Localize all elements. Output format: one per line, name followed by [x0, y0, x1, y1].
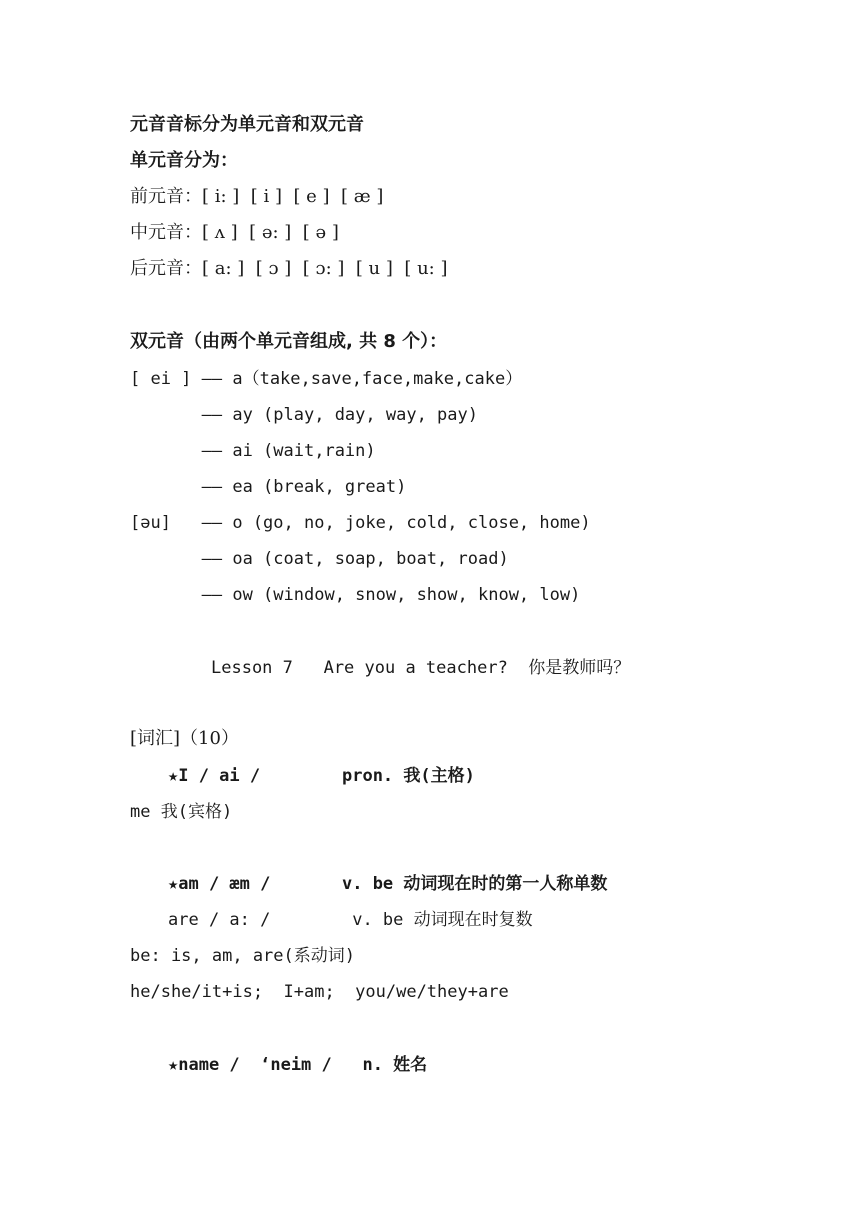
vocab-entry-me: me 我(宾格)	[130, 802, 233, 822]
central-vowels: 中元音：[ ʌ ] [ ə: ] [ ə ]	[130, 222, 339, 243]
back-vowels: 后元音：[ a: ] [ ɔ ] [ ɔ: ] [ u ] [ u: ]	[130, 258, 448, 279]
diphthong-line: —— oa (coat, soap, boat, road)	[130, 549, 509, 569]
diphthong-line: —— ay (play, day, way, pay)	[130, 405, 478, 425]
diphthong-line: —— ow (window, snow, show, know, low)	[130, 585, 581, 605]
vocab-entry-are: are / a: / v. be 动词现在时复数	[168, 910, 533, 930]
diphthong-heading: 双元音（由两个单元音组成, 共 8 个）：	[130, 331, 448, 352]
vocab-entry-name: ★name / ‘neim / n. 姓名	[168, 1055, 428, 1075]
diphthong-line: [əu] —— o (go, no, joke, cold, close, home)	[130, 513, 591, 533]
diphthong-line: —— ea (break, great)	[130, 477, 407, 497]
vocab-entry-i: ★I / ai / pron. 我(主格)	[168, 766, 475, 786]
lesson-title: Lesson 7 Are you a teacher? 你是教师吗？	[211, 658, 631, 678]
vocab-entry-be: be: is, am, are(系动词)	[130, 946, 355, 966]
front-vowels: 前元音：[ i: ] [ i ] [ e ] [ æ ]	[130, 186, 384, 207]
vocab-entry-rule: he/she/it+is; I+am; you/we/they+are	[130, 982, 509, 1002]
vocab-entry-am: ★am / æm / v. be 动词现在时的第一人称单数	[168, 874, 608, 894]
vocab-heading: [词汇]（10）	[130, 728, 239, 749]
diphthong-line: —— ai (wait,rain)	[130, 441, 376, 461]
monophthong-heading: 单元音分为：	[130, 150, 238, 171]
diphthong-line: [ ei ] —— a（take,save,face,make,cake）	[130, 369, 523, 389]
vowel-heading: 元音音标分为单元音和双元音	[130, 114, 364, 135]
